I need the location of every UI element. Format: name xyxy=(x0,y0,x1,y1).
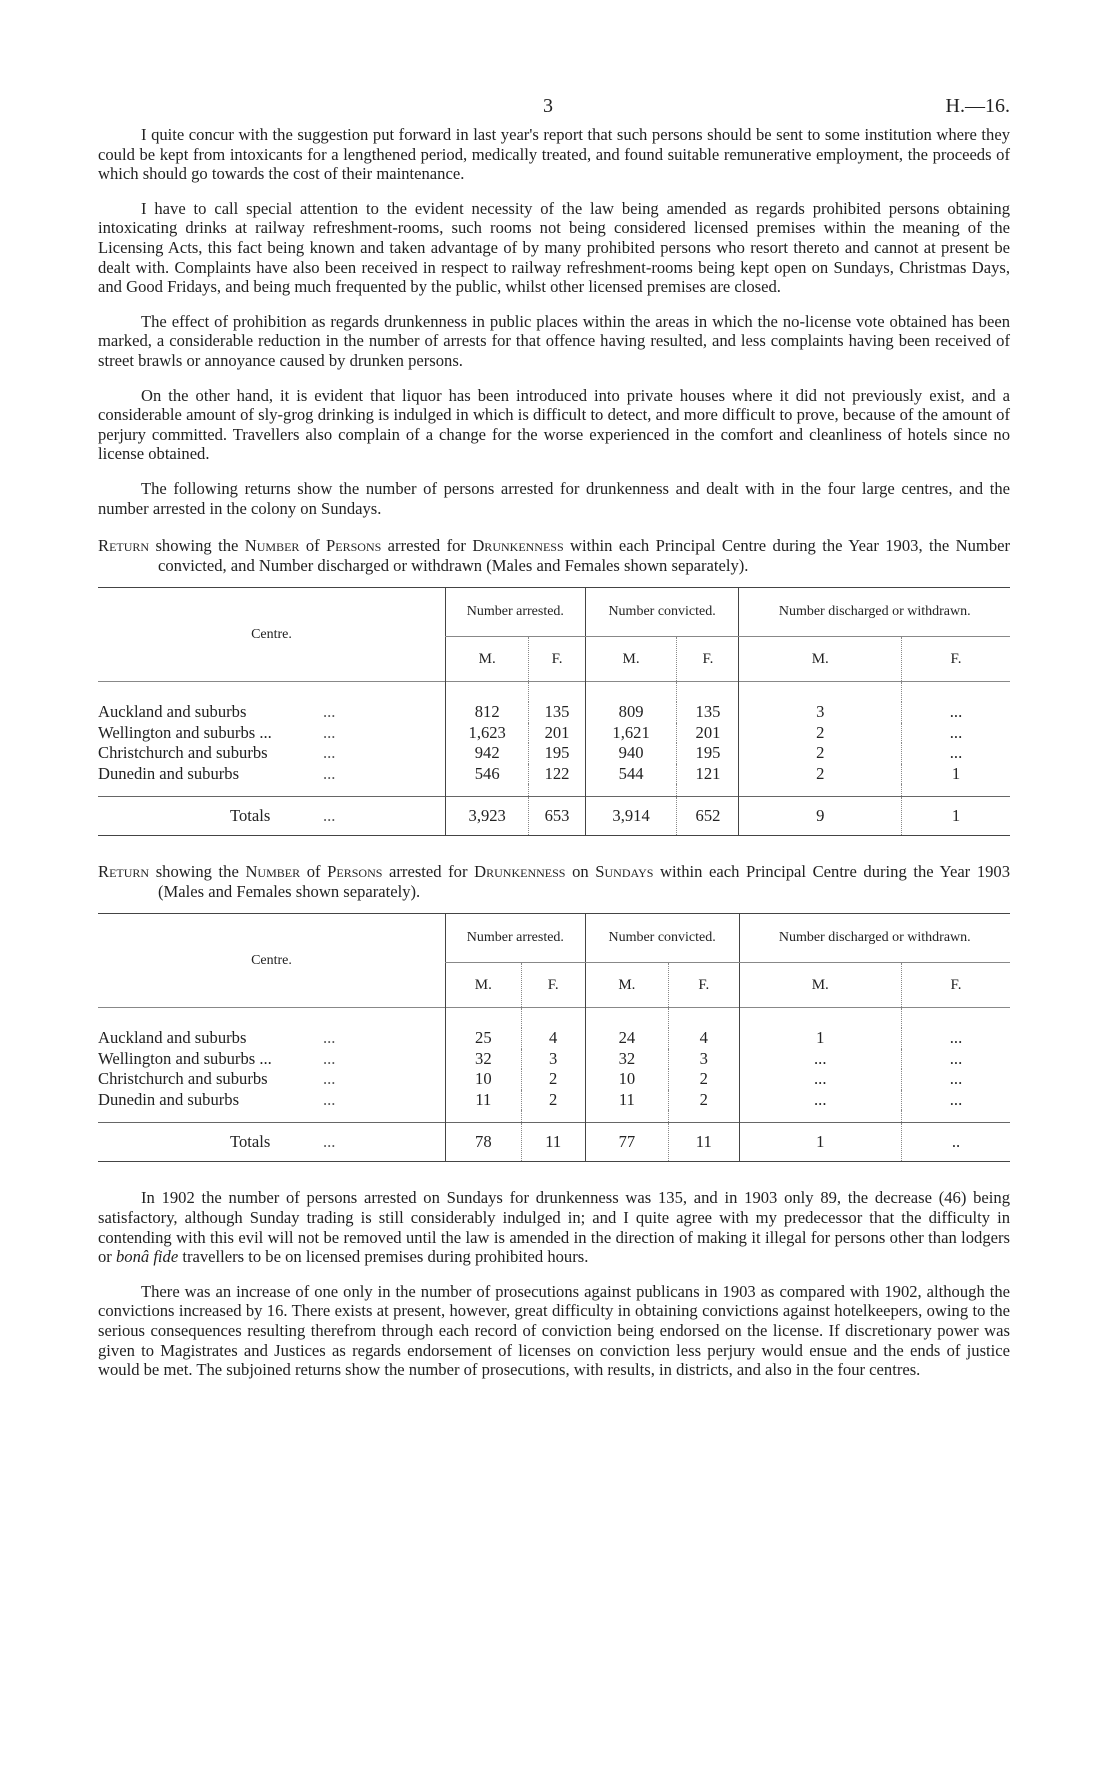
document-page xyxy=(98,95,1010,1395)
paragraph-returns-intro: The following returns show the number of persons arrested for drunkenness and dealt with in the four large centres, and the number arrested in the colony on Sundays. xyxy=(98,478,1010,518)
col-convicted-m: M. xyxy=(585,963,668,1008)
col-discharged-m: M. xyxy=(739,963,902,1008)
paragraph-institution: I quite concur with the suggestion put forward in last year's report that such persons should be sent to some institution where they could be kept from intoxicants for a lengthened period, medically treated, and found suitable remunerative employment, the proceeds of which should go towards the cost of their maintenance. xyxy=(98,125,1010,184)
paragraph-prosecutions: There was an increase of one only in the number of prosecutions against publicans in 1903 as compared with 1902, although the convictions increased by 16. There exists at present, however, great difficulty in obtaining convictions against hotelkeepers, owing to the serious consequences resulting therefrom through each record of conviction being endorsed on the license. If discretionary power was given to Magistrates and Justices as regards endorsement of licenses on conviction less perjury would ensue and the ends of justice would be met. The subjoined returns show the number of prosecutions, with results, in districts, and also in the four centres. xyxy=(98,1281,1010,1380)
table1-totals-row: Totals ... 3,923 653 3,914 652 9 1 xyxy=(98,797,1010,836)
col-arrested-m: M. xyxy=(446,637,529,682)
col-convicted: Number convicted. xyxy=(585,588,739,637)
paragraph-sly-grog: On the other hand, it is evident that liquor has been introduced into private houses where it did not previously exist, and a considerable amount of sly-grog drinking is indulged in which is difficult to detect, and more difficult to prove, because of the amount of perjury committed. Travellers also complain of a change for the worse experienced in the comfort and cleanliness of hotels since no license obtained. xyxy=(98,385,1010,464)
table2-sunday-arrests xyxy=(98,913,1010,1162)
col-discharged-f: F. xyxy=(902,963,1010,1008)
table2-caption: Return showing the Number of Persons arrested for Drunkenness on Sundays within each Principal Centre during the Year 1903 (Males and Females shown separately). xyxy=(98,862,1011,901)
col-discharged: Number discharged or withdrawn. xyxy=(739,914,1010,963)
table-row: Christchurch and suburbs ... 10 2 10 2 ... ... xyxy=(98,1069,1010,1090)
col-arrested: Number arrested. xyxy=(446,914,586,963)
col-convicted-f: F. xyxy=(669,963,739,1008)
table-row: Dunedin and suburbs ... 11 2 11 2 ... ... xyxy=(98,1090,1010,1111)
table-row: Auckland and suburbs ... 25 4 24 4 1 ... xyxy=(98,1028,1010,1049)
table1-drunkenness-arrests xyxy=(98,587,1010,836)
table-row: Auckland and suburbs ... 812 135 809 135 3 ... xyxy=(98,702,1010,723)
table2-totals-row: Totals ... 78 11 77 11 1 .. xyxy=(98,1123,1010,1162)
paragraph-prohibition-effect: The effect of prohibition as regards drunkenness in public places within the areas in which the no-license vote obtained has been marked, a considerable reduction in the number of arrests for that offence having resulted, and less complaints having been received of street brawls or annoyance caused by drunken persons. xyxy=(98,311,1010,370)
col-arrested-f: F. xyxy=(529,637,585,682)
table-row: Christchurch and suburbs ... 942 195 940 195 2 ... xyxy=(98,743,1010,764)
col-arrested-m: M. xyxy=(446,963,522,1008)
table-row: Dunedin and suburbs ... 546 122 544 121 2 1 xyxy=(98,764,1010,785)
table1-caption: Return showing the Number of Persons arrested for Drunkenness within each Principal Centre during the Year 1903, the Number convicted, and Number discharged or withdrawn (Males and Females shown separately). xyxy=(98,536,1011,575)
col-discharged: Number discharged or withdrawn. xyxy=(739,588,1010,637)
table-row: Wellington and suburbs ... ... 32 3 32 3 ... ... xyxy=(98,1049,1010,1070)
paragraph-railway: I have to call special attention to the evident necessity of the law being amended as regards prohibited persons obtaining intoxicating drinks at railway refreshment-rooms, such rooms not being considered licensed premises within the meaning of the Licensing Acts, this fact being known and taken advantage of by many prohibited persons who resort thereto and cannot at present be dealt with. Complaints have also been received in respect to railway refreshment-rooms being kept open on Sundays, Christmas Days, and Good Fridays, and being much frequented by the public, whilst other licensed premises are closed. xyxy=(98,198,1010,297)
col-convicted-m: M. xyxy=(585,637,677,682)
col-centre: Centre. xyxy=(251,952,292,968)
page-number: 3 xyxy=(543,95,553,117)
col-discharged-m: M. xyxy=(739,637,902,682)
table-row: Wellington and suburbs ... ... 1,623 201 1,621 201 2 ... xyxy=(98,723,1010,744)
paragraph-sunday-arrests: In 1902 the number of persons arrested on Sundays for drunkenness was 135, and in 1903 only 89, the decrease (46) being satisfactory, although Sunday trading is still considerably indulged in; and I quite agree with my predecessor that the difficulty in contending with this evil will not be removed until the law is amended in the direction of making it illegal for persons other than lodgers or bonâ fide travellers to be on licensed premises during prohibited hours. xyxy=(98,1188,1010,1267)
col-arrested-f: F. xyxy=(521,963,585,1008)
col-arrested: Number arrested. xyxy=(446,588,586,637)
col-discharged-f: F. xyxy=(902,637,1011,682)
page-header xyxy=(98,95,1010,125)
col-convicted: Number convicted. xyxy=(585,914,739,963)
col-centre: Centre. xyxy=(251,626,292,642)
col-convicted-f: F. xyxy=(677,637,739,682)
document-reference: H.—16. xyxy=(945,95,1010,117)
